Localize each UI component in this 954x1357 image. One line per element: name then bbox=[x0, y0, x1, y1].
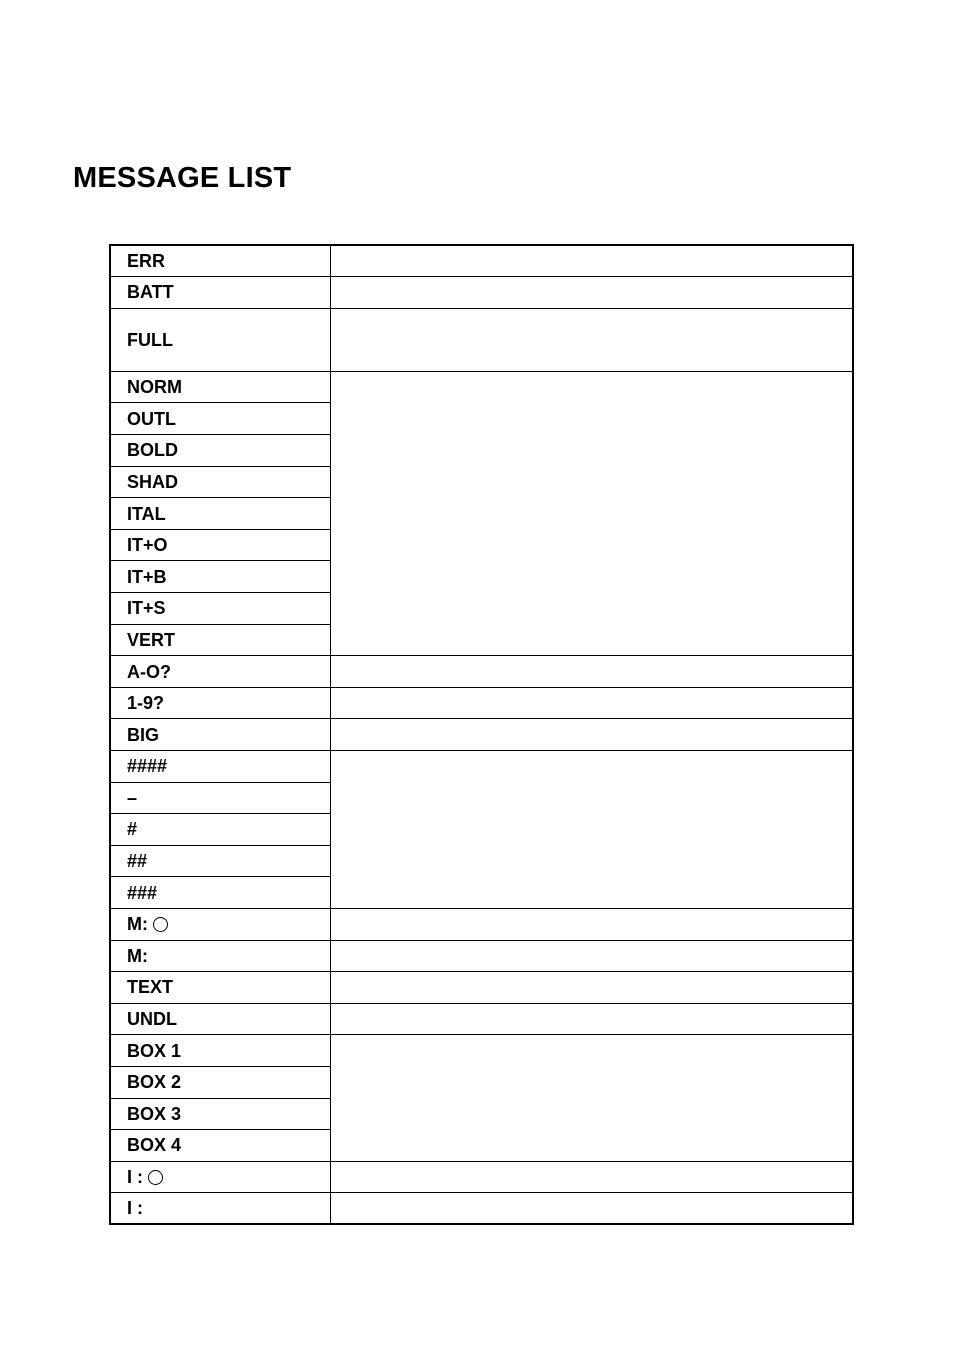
message-code-cell bbox=[110, 1193, 330, 1225]
message-code: NORM bbox=[127, 377, 182, 398]
message-code-cell bbox=[110, 782, 330, 814]
message-code: 1-9? bbox=[127, 693, 165, 714]
table-row bbox=[110, 277, 853, 309]
message-code: # bbox=[127, 819, 138, 840]
message-description-cell bbox=[330, 1003, 853, 1035]
message-description-cell bbox=[330, 245, 853, 277]
message-description-cell bbox=[330, 656, 853, 688]
message-code-cell bbox=[110, 751, 330, 783]
message-code-cell bbox=[110, 498, 330, 530]
message-code-cell bbox=[110, 308, 330, 371]
message-description-cell bbox=[330, 371, 853, 655]
message-description-cell bbox=[330, 308, 853, 371]
message-code-cell bbox=[110, 561, 330, 593]
message-table-body bbox=[110, 245, 853, 1224]
message-code-cell bbox=[110, 1161, 330, 1193]
message-code: FULL bbox=[127, 329, 173, 350]
message-code-cell bbox=[110, 245, 330, 277]
circle-icon bbox=[153, 917, 168, 932]
message-description-cell bbox=[330, 719, 853, 751]
message-code-cell bbox=[110, 1003, 330, 1035]
table-row bbox=[110, 751, 853, 783]
message-code: BOLD bbox=[127, 440, 178, 461]
table-row bbox=[110, 719, 853, 751]
message-code: I : bbox=[127, 1167, 143, 1188]
message-code: TEXT bbox=[127, 977, 174, 998]
message-code: M: bbox=[127, 914, 148, 935]
message-code-cell bbox=[110, 1035, 330, 1067]
message-code: ### bbox=[127, 882, 158, 903]
message-code: SHAD bbox=[127, 471, 179, 492]
message-description-cell bbox=[330, 751, 853, 909]
message-code-cell bbox=[110, 877, 330, 909]
message-description-cell bbox=[330, 1035, 853, 1161]
message-code: BATT bbox=[127, 282, 174, 303]
message-description-cell bbox=[330, 940, 853, 972]
message-code-cell bbox=[110, 466, 330, 498]
table-row bbox=[110, 245, 853, 277]
message-code: IT+O bbox=[127, 535, 168, 556]
message-code-cell bbox=[110, 908, 330, 940]
message-code-cell bbox=[110, 277, 330, 309]
message-code: ITAL bbox=[127, 503, 166, 524]
message-code-cell bbox=[110, 972, 330, 1004]
message-code: #### bbox=[127, 756, 168, 777]
message-code: M: bbox=[127, 945, 148, 966]
message-code-cell bbox=[110, 371, 330, 403]
message-description-cell bbox=[330, 277, 853, 309]
message-code: BOX 3 bbox=[127, 1103, 182, 1124]
message-code: UNDL bbox=[127, 1009, 177, 1030]
message-description-cell bbox=[330, 1161, 853, 1193]
message-code: I : bbox=[127, 1198, 143, 1219]
message-code-cell bbox=[110, 1130, 330, 1162]
message-code-cell bbox=[110, 719, 330, 751]
message-code-cell bbox=[110, 593, 330, 625]
table-row bbox=[110, 940, 853, 972]
table-row bbox=[110, 1003, 853, 1035]
message-description-cell bbox=[330, 687, 853, 719]
message-table bbox=[109, 244, 854, 1225]
message-code: BOX 1 bbox=[127, 1040, 182, 1061]
message-code-cell bbox=[110, 624, 330, 656]
message-code-cell bbox=[110, 435, 330, 467]
message-code: IT+B bbox=[127, 566, 167, 587]
table-row bbox=[110, 908, 853, 940]
circle-icon bbox=[148, 1170, 163, 1185]
page-title: MESSAGE LIST bbox=[73, 162, 292, 194]
message-description-cell bbox=[330, 972, 853, 1004]
table-row bbox=[110, 308, 853, 371]
message-code-cell bbox=[110, 1098, 330, 1130]
message-code: BOX 4 bbox=[127, 1135, 182, 1156]
message-code: ERR bbox=[127, 251, 166, 272]
message-code-cell bbox=[110, 529, 330, 561]
table-row bbox=[110, 371, 853, 403]
message-code-cell bbox=[110, 814, 330, 846]
message-code-cell bbox=[110, 656, 330, 688]
table-row bbox=[110, 1035, 853, 1067]
table-row bbox=[110, 656, 853, 688]
table-row bbox=[110, 1193, 853, 1225]
table-row bbox=[110, 1161, 853, 1193]
message-description-cell bbox=[330, 1193, 853, 1225]
table-row bbox=[110, 687, 853, 719]
message-code: ## bbox=[127, 851, 148, 872]
message-code-cell bbox=[110, 940, 330, 972]
message-code: A-O? bbox=[127, 661, 171, 682]
message-code: BIG bbox=[127, 724, 160, 745]
message-code: VERT bbox=[127, 629, 176, 650]
message-code-cell bbox=[110, 1066, 330, 1098]
message-code: – bbox=[127, 787, 138, 808]
message-code: BOX 2 bbox=[127, 1072, 182, 1093]
message-description-cell bbox=[330, 908, 853, 940]
message-code-cell bbox=[110, 403, 330, 435]
message-code: IT+S bbox=[127, 598, 166, 619]
message-code-cell bbox=[110, 687, 330, 719]
table-row bbox=[110, 972, 853, 1004]
message-code: OUTL bbox=[127, 408, 176, 429]
message-code-cell bbox=[110, 845, 330, 877]
